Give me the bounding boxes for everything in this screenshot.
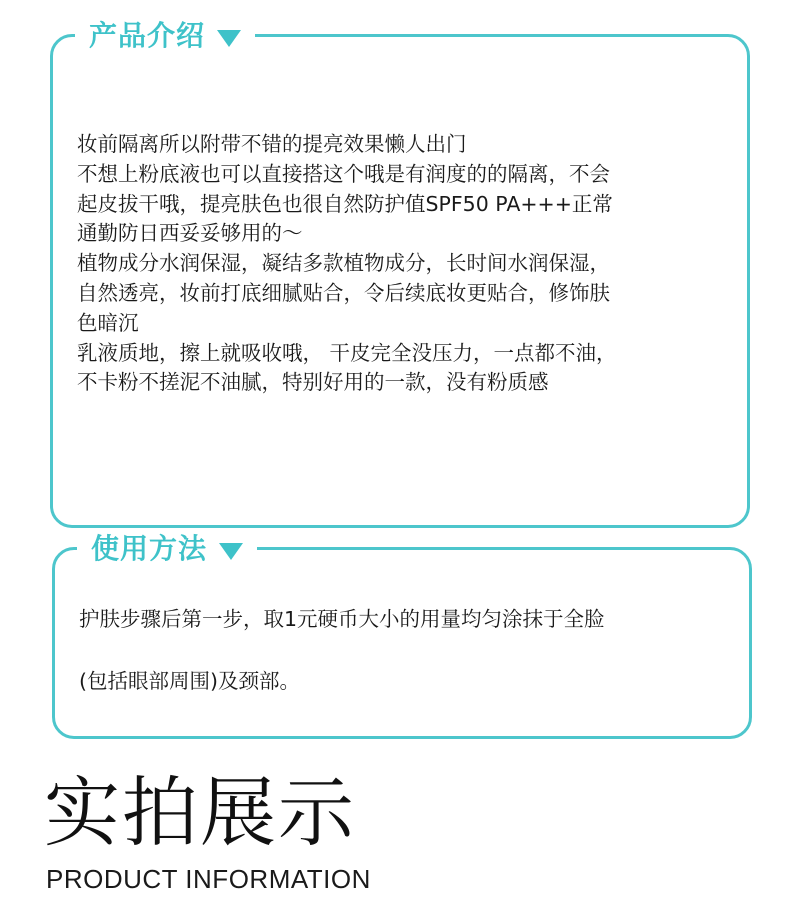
usage-line: (包括眼部周围)及颈部。 xyxy=(79,669,300,693)
intro-line: 自然透亮，妆前打底细腻贴合，令后续底妆更贴合，修饰肤 xyxy=(77,280,610,305)
product-intro-panel xyxy=(50,19,750,528)
intro-line: 乳液质地，擦上就吸收哦， 干皮完全没压力，一点都不油， xyxy=(77,340,617,365)
triangle-down-icon xyxy=(217,30,241,47)
showcase-title: 实拍展示 xyxy=(44,768,356,857)
product-intro-text xyxy=(77,130,727,398)
usage-line: 护肤步骤后第一步，取1元硬币大小的用量均匀涂抹于全脸 xyxy=(79,607,605,631)
usage-header xyxy=(77,530,257,568)
product-intro-title: 产品介绍 xyxy=(89,19,206,52)
product-intro-header xyxy=(75,17,255,55)
intro-line: 妆前隔离所以附带不错的提亮效果懒人出门 xyxy=(77,132,467,156)
showcase-subtitle: PRODUCT INFORMATION xyxy=(46,864,371,894)
usage-title: 使用方法 xyxy=(91,532,208,565)
intro-line: 起皮拔干哦，提亮肤色也很自然防护值SPF50 PA+++正常 xyxy=(77,191,613,216)
intro-line: 通勤防日西妥妥够用的～ xyxy=(77,221,303,246)
triangle-down-icon xyxy=(219,543,243,560)
intro-line: 色暗沉 xyxy=(77,310,139,335)
intro-line: 不想上粉底液也可以直接搭这个哦是有润度的的隔离，不会 xyxy=(77,161,610,186)
intro-line: 不卡粉不搓泥不油腻，特别好用的一款，没有粉质感 xyxy=(77,370,549,395)
usage-panel xyxy=(52,532,752,739)
intro-line: 植物成分水润保湿，凝结多款植物成分，长时间水润保湿， xyxy=(77,251,610,276)
